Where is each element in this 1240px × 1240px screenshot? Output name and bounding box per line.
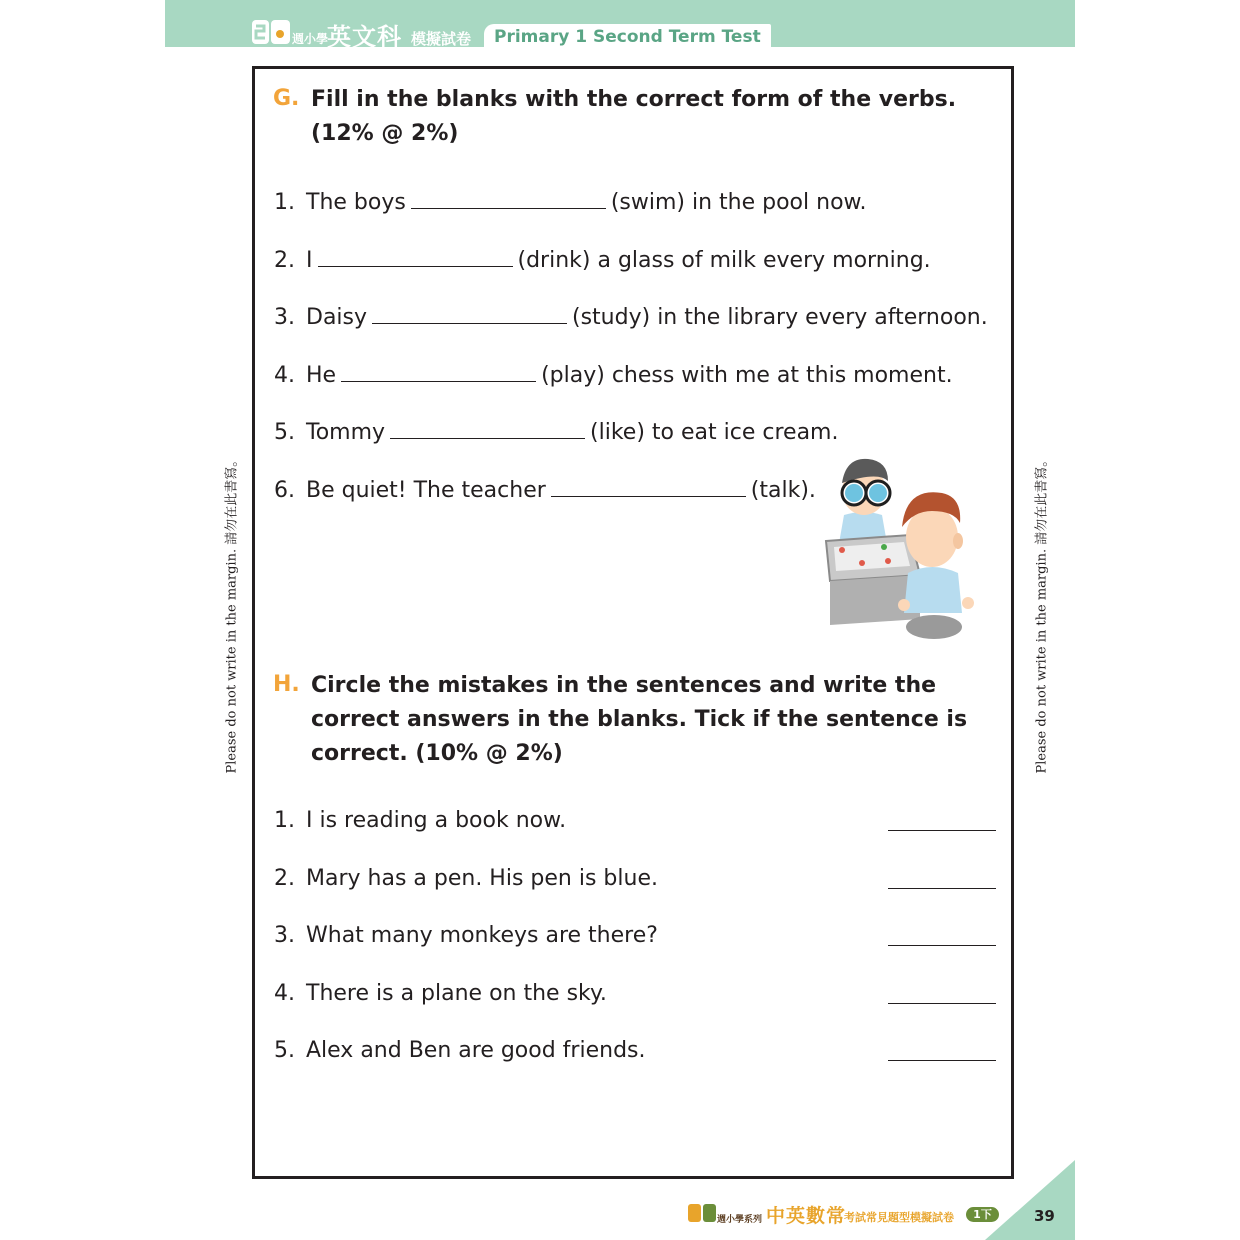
answer-blank[interactable] [341,361,536,382]
section-h-item-4: 4. There is a plane on the sky. [274,981,607,1006]
footer-brand-subjects: 中英數常 [766,1205,847,1227]
section-g-item-3: 3. Daisy (study) in the library every afternoon. [274,305,988,330]
answer-line-3[interactable] [888,945,996,946]
margin-note-left: Please do not write in the margin. 請勿在此書寫。 [224,453,240,774]
corner-triangle [985,1160,1075,1240]
footer-brand-series: 考試常見題型模擬試卷 [844,1211,954,1224]
header-brand-paper: 模擬試卷 [411,30,472,48]
section-h-letter: H. [273,672,300,697]
answer-blank[interactable] [318,246,513,267]
footer-brand-small: 週小學系列 [717,1215,763,1225]
section-g-item-6: 6. Be quiet! The teacher (talk). [274,478,816,503]
page-number: 39 [1034,1207,1055,1225]
section-h-instruction: Circle the mistakes in the sentences and write the correct answers in the blanks. Tick if the sentence is correct. (10% @ 2%) [311,673,968,766]
grade-badge: 1下 [966,1207,999,1222]
answer-line-1[interactable] [888,830,996,831]
section-g-item-2: 2. I (drink) a glass of milk every morning. [274,248,931,273]
test-title-tab: Primary 1 Second Term Test [484,24,771,48]
brand-logo-icon [252,20,290,44]
teacher-student-computer-illustration [822,455,980,645]
answer-blank[interactable] [551,476,746,497]
answer-blank[interactable] [390,418,585,439]
section-g-instruction: Fill in the blanks with the correct form of the verbs. (12% @ 2%) [311,87,957,146]
answer-line-2[interactable] [888,888,996,889]
header-brand-small: 週小學 [292,32,329,46]
section-h-item-1: 1. I is reading a book now. [274,808,567,833]
section-g-letter: G. [273,86,300,111]
section-g-item-5: 5. Tommy (like) to eat ice cream. [274,420,839,445]
answer-blank[interactable] [411,188,606,209]
footer-brand-logo-icon [688,1204,716,1222]
section-g-item-4: 4. He (play) chess with me at this moment. [274,363,953,388]
answer-line-4[interactable] [888,1003,996,1004]
answer-line-5[interactable] [888,1060,996,1061]
margin-note-right: Please do not write in the margin. 請勿在此書寫。 [1034,453,1050,774]
section-h-item-5: 5. Alex and Ben are good friends. [274,1038,646,1063]
header-brand-subject: 英文科 [327,23,402,51]
section-g-item-1: 1. The boys (swim) in the pool now. [274,190,867,215]
section-h-item-2: 2. Mary has a pen. His pen is blue. [274,866,658,891]
section-h-item-3: 3. What many monkeys are there? [274,923,658,948]
answer-blank[interactable] [372,303,567,324]
